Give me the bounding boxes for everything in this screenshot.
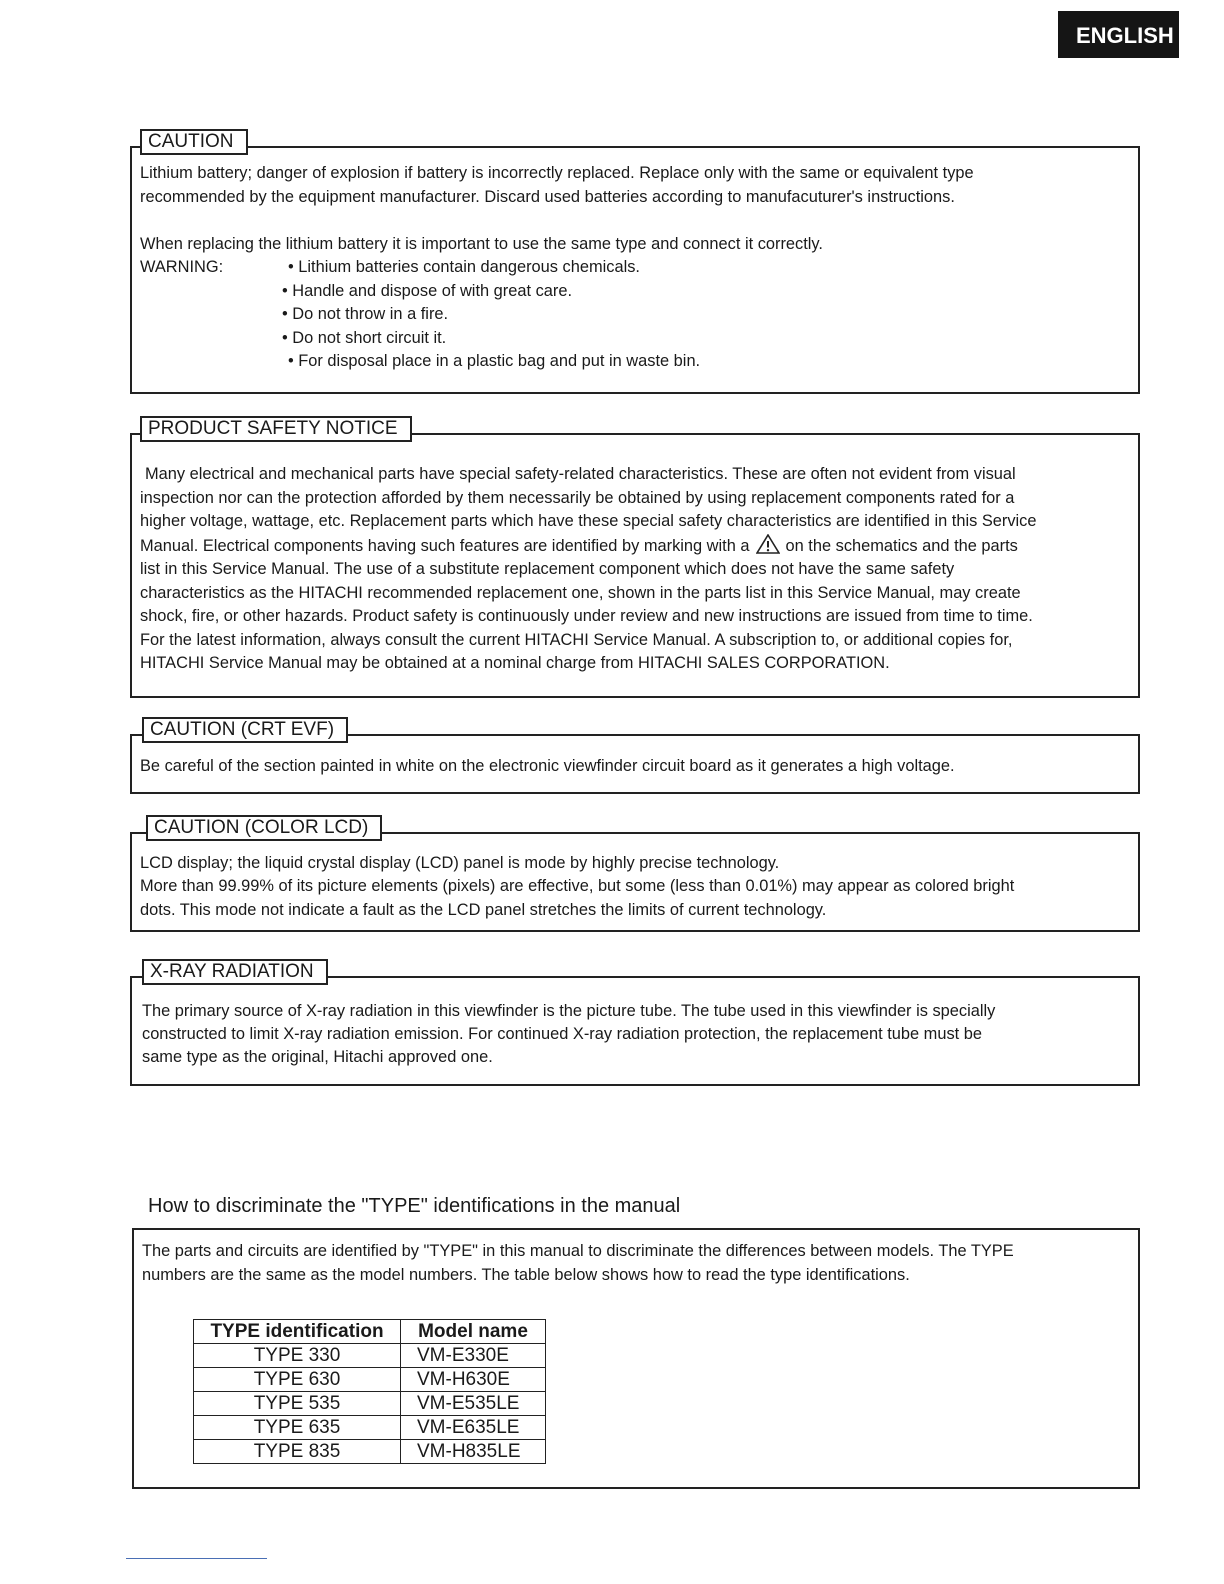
caution-label: CAUTION: [140, 129, 248, 155]
xray-line-3: same type as the original, Hitachi approved one.: [142, 1048, 493, 1066]
model-cell: VM-H835LE: [401, 1440, 546, 1464]
model-cell: VM-E635LE: [401, 1416, 546, 1440]
xray-line-2: constructed to limit X-ray radiation emission. For continued X-ray radiation protection, the replacement tube must be: [142, 1025, 982, 1043]
caution-line-3: When replacing the lithium battery it is important to use the same type and connect it correctly.: [140, 235, 823, 253]
model-cell: VM-E535LE: [401, 1392, 546, 1416]
model-cell: VM-E330E: [401, 1344, 546, 1368]
type-cell: TYPE 835: [194, 1440, 401, 1464]
xray-line-1: The primary source of X-ray radiation in this viewfinder is the picture tube. The tube used in this viewfinder is specially: [142, 1002, 996, 1020]
caution-crt-label: CAUTION (CRT EVF): [142, 717, 348, 743]
warning-item: • Lithium batteries contain dangerous chemicals.: [288, 256, 640, 280]
type-intro-line-2: numbers are the same as the model numbers. The table below shows how to read the type identifications.: [142, 1266, 910, 1284]
type-table: [193, 1319, 546, 1464]
warning-label: WARNING:: [140, 258, 224, 276]
table-row: [194, 1416, 546, 1440]
type-cell: TYPE 635: [194, 1416, 401, 1440]
table-row: [194, 1392, 546, 1416]
language-tab: ENGLISH: [1058, 11, 1179, 58]
caution-line-2: recommended by the equipment manufacturer. Discard used batteries according to manufacuturer's instructions.: [140, 188, 955, 206]
type-cell: TYPE 330: [194, 1344, 401, 1368]
warning-item: • For disposal place in a plastic bag and put in waste bin.: [288, 350, 700, 374]
table-header-row: [194, 1320, 546, 1344]
footer-divider: [126, 1558, 267, 1559]
caution-line-1: Lithium battery; danger of explosion if battery is incorrectly replaced. Replace only with the same or equivalent type: [140, 164, 974, 182]
header-type-identification: TYPE identification: [194, 1320, 401, 1344]
warning-item: • Do not throw in a fire.: [282, 303, 448, 327]
warning-triangle-icon: [756, 534, 780, 554]
caution-lcd-line-1: LCD display; the liquid crystal display (LCD) panel is mode by highly precise technology.: [140, 854, 780, 872]
caution-crt-text: Be careful of the section painted in white on the electronic viewfinder circuit board as it generates a high voltage.: [140, 757, 955, 775]
warning-item: • Do not short circuit it.: [282, 327, 446, 351]
type-cell: TYPE 535: [194, 1392, 401, 1416]
table-row: [194, 1368, 546, 1392]
caution-lcd-line-3: dots. This mode not indicate a fault as the LCD panel stretches the limits of current technology.: [140, 901, 827, 919]
product-safety-label: PRODUCT SAFETY NOTICE: [140, 416, 412, 442]
warning-item: • Handle and dispose of with great care.: [282, 280, 572, 304]
xray-label: X-RAY RADIATION: [142, 959, 328, 985]
table-row: [194, 1344, 546, 1368]
header-model-name: Model name: [401, 1320, 546, 1344]
caution-lcd-line-2: More than 99.99% of its picture elements (pixels) are effective, but some (less than 0.01%) may appear as colored bright: [140, 877, 1015, 895]
type-section-heading: How to discriminate the "TYPE" identifications in the manual: [148, 1195, 681, 1217]
model-cell: VM-H630E: [401, 1368, 546, 1392]
table-row: [194, 1440, 546, 1464]
type-cell: TYPE 630: [194, 1368, 401, 1392]
type-intro-line-1: The parts and circuits are identified by "TYPE" in this manual to discriminate the differences between models. The TYPE: [142, 1242, 1014, 1260]
caution-lcd-label: CAUTION (COLOR LCD): [146, 815, 382, 841]
product-safety-text: Many electrical and mechanical parts have special safety-related characteristics. These are often not evident from visual inspection nor can the protection afforded by them necessarily be obtained by using replacement components rated for a higher voltage, wattage, etc. Replacement parts which have these special safety characteristics are identified in this Service Manual. Electrical components having such features are identified by marking with a on the schematics and the parts list in this Service Manual. The use of a substitute replacement component which does not have the same safety characteristics as the HITACHI recommended replacement one, shown in the parts list in this Service Manual, may create shock, fire, or other hazards. Product safety is continuously under review and new instructions are issued from time to time. For the latest information, always consult the current HITACHI Service Manual. A subscription to, or additional copies for, HITACHI Service Manual may be obtained at a nominal charge from HITACHI SALES CORPORATION.: [140, 465, 1037, 672]
